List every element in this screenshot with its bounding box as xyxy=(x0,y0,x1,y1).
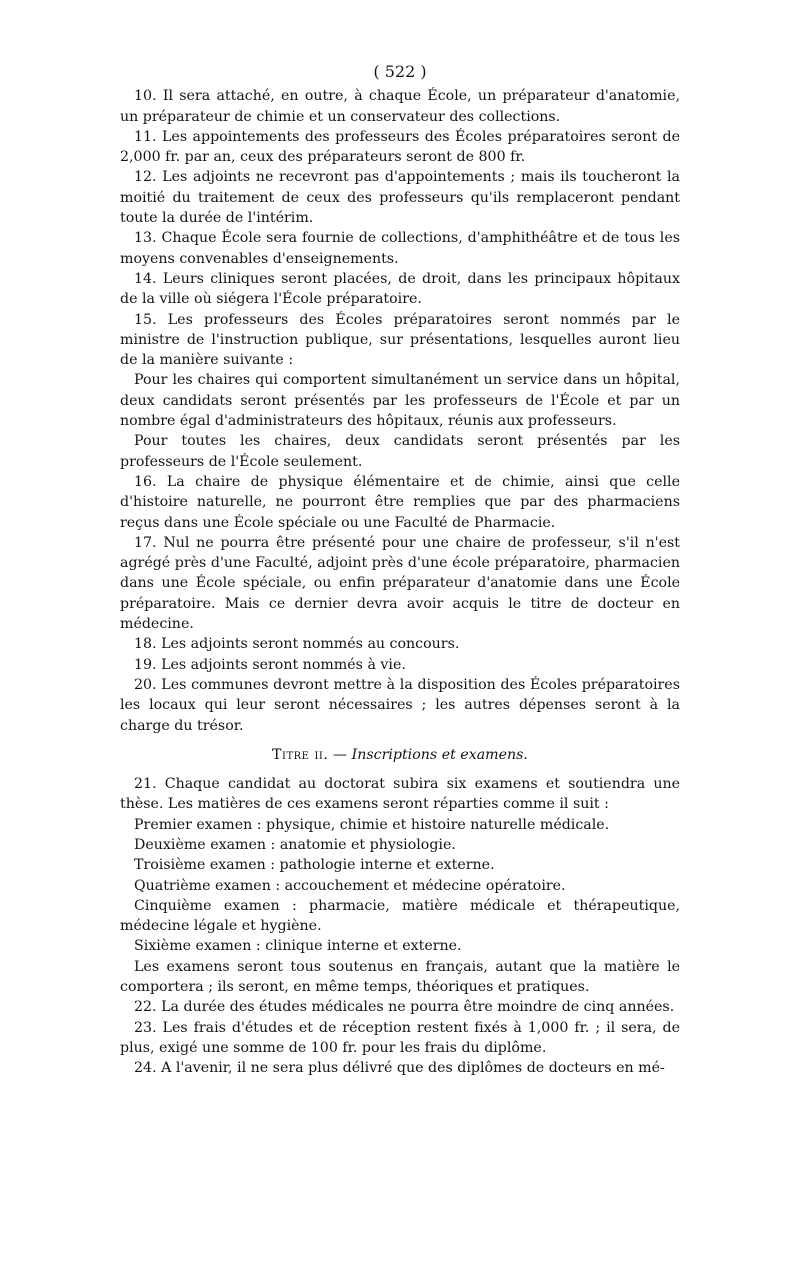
section-title-label: Titre ii. xyxy=(272,746,329,763)
article-18: 18. Les adjoints seront nommés au concours. xyxy=(134,636,460,653)
exam-4: Quatrième examen : accouchement et médecine opératoire. xyxy=(134,877,566,894)
section-title-text: Inscriptions et examens. xyxy=(351,746,528,763)
article-15-paragraph-2: Pour les chaires qui comportent simultanément un service dans un hôpital, deux candidats seront présentés par les professeurs de l'École et par un nombre égal d'administrateurs des hôpitaux, réunis aux professeurs. xyxy=(120,372,680,430)
article-13: 13. Chaque École sera fournie de collections, d'amphithéâtre et de tous les moyens convenables d'enseignements. xyxy=(120,230,680,267)
exam-2: Deuxième examen : anatomie et physiologie. xyxy=(134,836,456,853)
article-21: 21. Chaque candidat au doctorat subira six examens et soutiendra une thèse. Les matières de ces examens seront réparties comme il suit : xyxy=(120,776,680,813)
article-14: 14. Leurs cliniques seront placées, de droit, dans les principaux hôpitaux de la ville où siégera l'École préparatoire. xyxy=(120,270,680,308)
exam-5: Cinquième examen : pharmacie, matière médicale et thérapeutique, médecine légale et hygiène. xyxy=(120,897,680,935)
exam-3: Troisième examen : pathologie interne et externe. xyxy=(134,857,495,874)
articles-section-1 xyxy=(120,86,680,736)
page-number: ( 522 ) xyxy=(373,62,427,81)
section-title xyxy=(120,745,680,765)
article-17: 17. Nul ne pourra être présenté pour une chaire de professeur, s'il n'est agrégé près d'une Faculté, adjoint près d'une école préparatoire, pharmacien dans une École spéciale, ou enfin préparateur d'anatomie dans une École préparatoire. Mais ce dernier devra avoir acquis le titre de docteur en médecine. xyxy=(120,534,680,633)
article-12: 12. Les adjoints ne recevront pas d'appointements ; mais ils toucheront la moitié du traitement de ceux des professeurs qu'ils remplaceront pendant toute la durée de l'intérim. xyxy=(120,169,680,227)
article-15: 15. Les professeurs des Écoles préparatoires seront nommés par le ministre de l'instruction publique, sur présentations, lesquelles auront lieu de la manière suivante : xyxy=(120,311,680,369)
article-11: 11. Les appointements des professeurs des Écoles préparatoires seront de 2,000 fr. par an, ceux des préparateurs seront de 800 fr. xyxy=(120,128,680,166)
article-24: 24. A l'avenir, il ne sera plus délivré que des diplômes de docteurs en mé- xyxy=(134,1060,665,1077)
article-15-paragraph-3: Pour toutes les chaires, deux candidats seront présentés par les professeurs de l'École seulement. xyxy=(120,433,680,470)
article-19: 19. Les adjoints seront nommés à vie. xyxy=(134,656,406,673)
exams-language-note: Les examens seront tous soutenus en français, autant que la matière le comportera ; ils seront, en même temps, théoriques et pratiques. xyxy=(120,958,680,996)
page-body xyxy=(120,62,680,1079)
exam-6: Sixième examen : clinique interne et externe. xyxy=(134,938,462,955)
section-title-dash: — xyxy=(328,746,352,763)
exam-1: Premier examen : physique, chimie et histoire naturelle médicale. xyxy=(134,816,610,833)
article-10: 10. Il sera attaché, en outre, à chaque École, un préparateur d'anatomie, un préparateur de chimie et un conservateur des collections. xyxy=(120,88,680,125)
article-22: 22. La durée des études médicales ne pourra être moindre de cinq années. xyxy=(134,999,675,1016)
article-16: 16. La chaire de physique élémentaire et de chimie, ainsi que celle d'histoire naturelle, ne pourront être remplies que par des pharmaciens reçus dans une École spéciale ou une Faculté de Pharmacie. xyxy=(120,473,680,531)
article-23: 23. Les frais d'études et de réception restent fixés à 1,000 fr. ; il sera, de plus, exigé une somme de 100 fr. pour les frais du diplôme. xyxy=(120,1019,680,1056)
articles-section-2 xyxy=(120,774,680,1078)
article-20: 20. Les communes devront mettre à la disposition des Écoles préparatoires les locaux qui leur seront nécessaires ; les autres dépenses seront à la charge du trésor. xyxy=(120,676,680,734)
